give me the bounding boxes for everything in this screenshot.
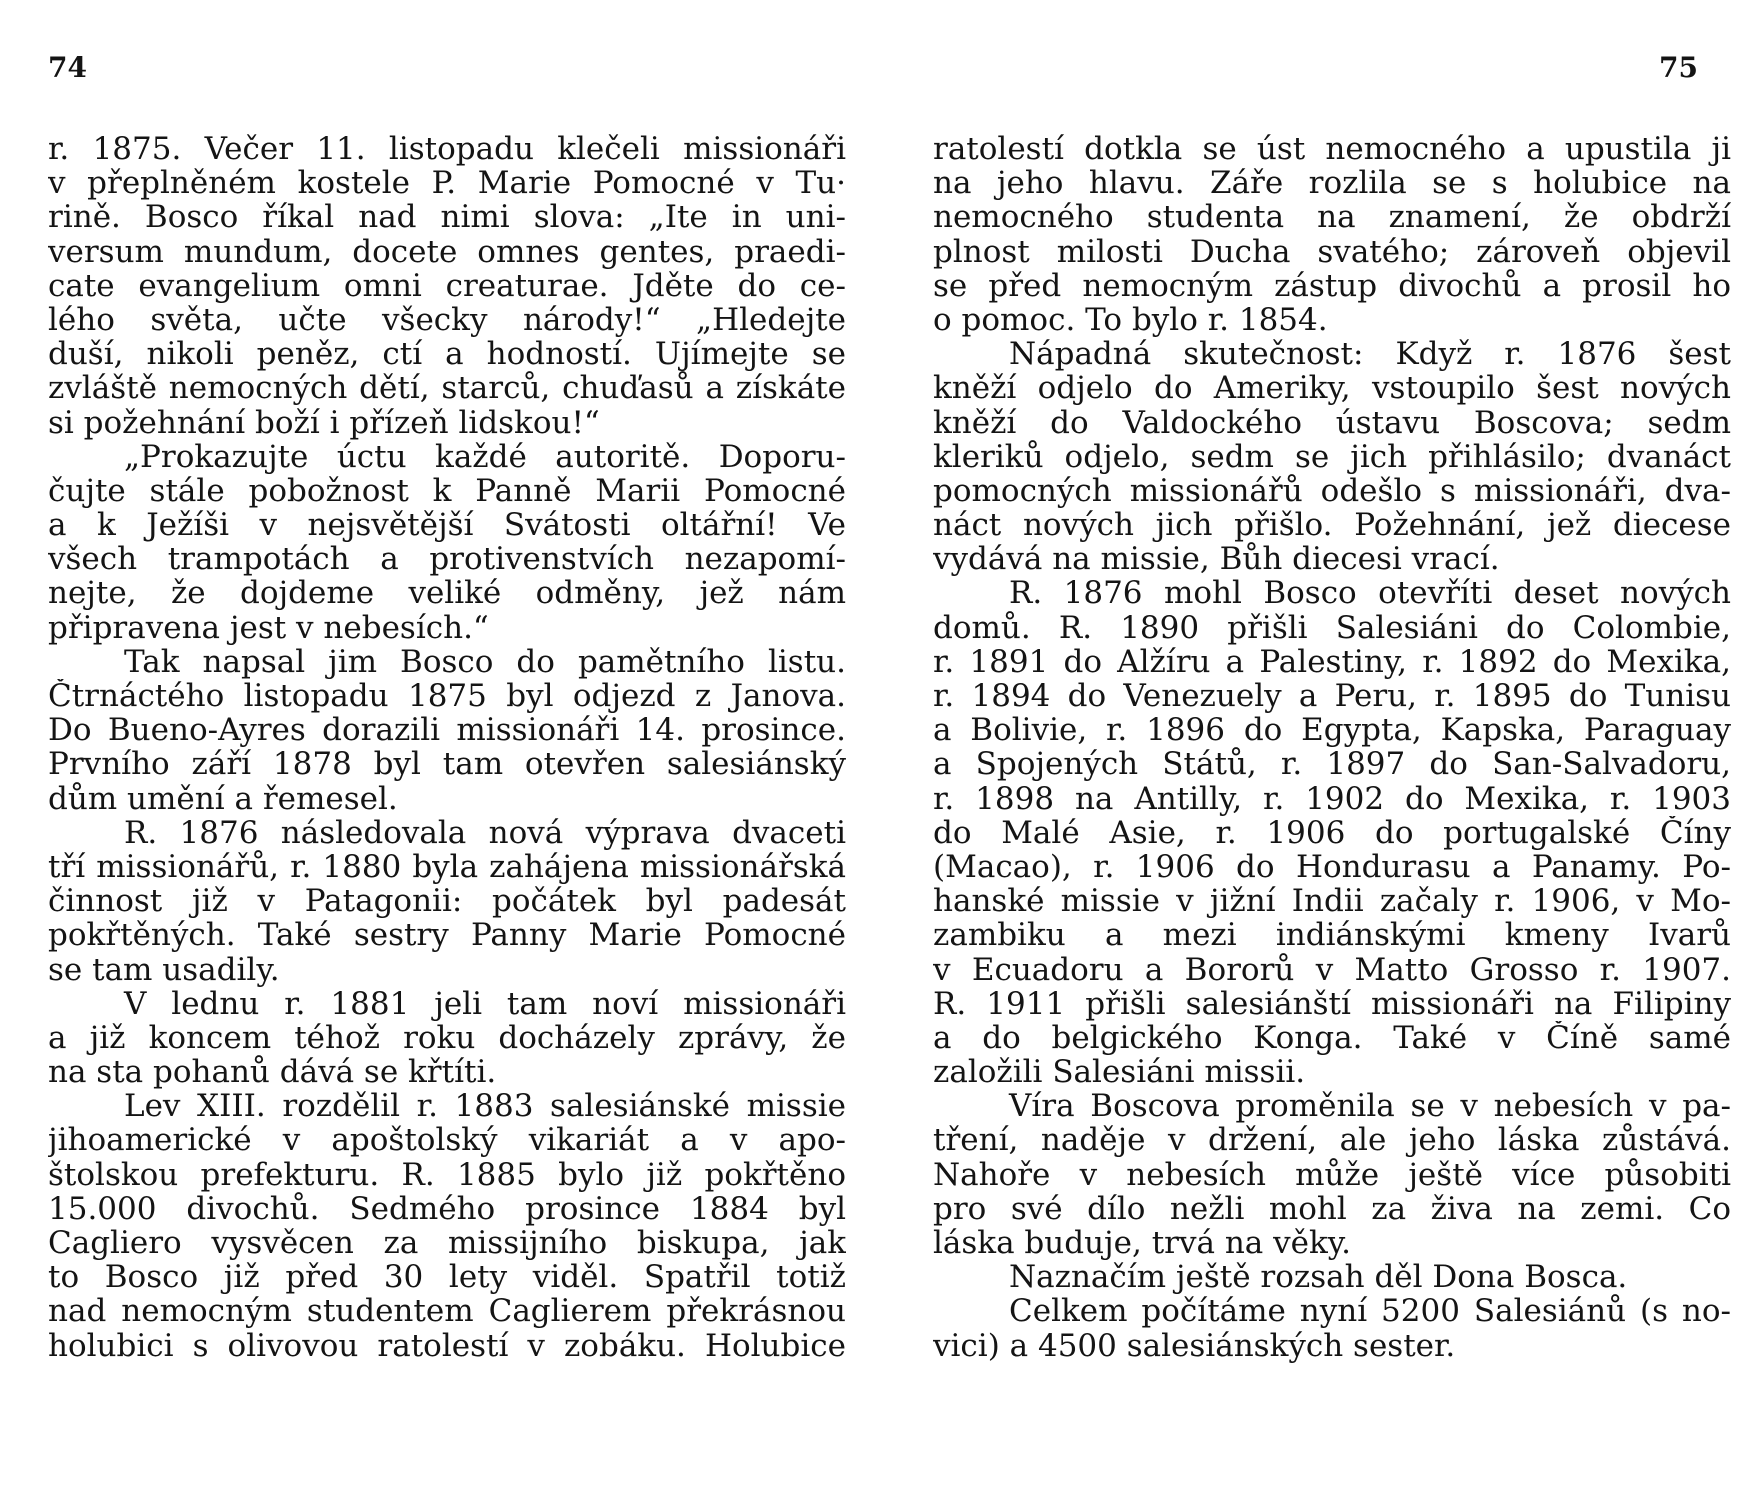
text-line: kněží odjelo do Ameriky, vstoupilo šest nových <box>933 371 1731 406</box>
text-line: Lev XIII. rozdělil r. 1883 salesiánské missie <box>124 1089 846 1124</box>
text-line: o pomoc. To bylo r. 1854. <box>933 302 1328 338</box>
text-line: Nahoře v nebesích může ještě více působiti <box>933 1157 1731 1192</box>
text-line: vici) a 4500 salesiánských sester. <box>933 1328 1456 1363</box>
text-line: Cagliero vysvěcen za missijního biskupa, jak <box>48 1226 846 1261</box>
text-line: činnost již v Patagonii: počátek byl padesát <box>48 884 846 919</box>
text-line: V lednu r. 1881 jeli tam noví missionáři <box>124 986 846 1021</box>
text-line: Naznačím ještě rozsah děl Dona Bosca. <box>1009 1260 1628 1295</box>
text-line: v přeplněném kostele P. Marie Pomocné v Tu· <box>48 166 846 201</box>
right-page <box>873 0 1746 1500</box>
text-line: zvláště nemocných dětí, starců, chuďasů a získáte <box>48 371 846 406</box>
text-line: lého světa, učte všecky národy!“ „Hledejte <box>48 302 846 338</box>
page-number-left: 74 <box>48 51 87 84</box>
text-line: se tam usadily. <box>48 952 280 987</box>
right-text-column <box>933 132 1731 1363</box>
left-text-column <box>48 132 846 1363</box>
text-line: r. 1875. Večer 11. listopadu klečeli missionáři <box>48 132 846 167</box>
text-line: tření, naděje v držení, ale jeho láska zůstává. <box>933 1123 1731 1158</box>
text-line: nad nemocným studentem Caglierem překrásnou <box>48 1294 846 1329</box>
text-line: náct nových jich přišlo. Požehnání, jež diecese <box>933 508 1731 543</box>
text-line: založili Salesiáni missii. <box>933 1055 1306 1090</box>
text-line: Celkem počítáme nyní 5200 Salesiánů (s no- <box>1009 1294 1731 1329</box>
text-line: r. 1894 do Venezuely a Peru, r. 1895 do Tunisu <box>933 679 1731 714</box>
text-line: na sta pohanů dává se křtíti. <box>48 1055 497 1090</box>
text-line: plnost milosti Ducha svatého; zároveň objevil <box>933 234 1731 269</box>
text-line: hanské missie v jižní Indii začaly r. 1906, v Mo- <box>933 884 1731 919</box>
text-line: zambiku a mezi indiánskými kmeny Ivarů <box>933 918 1731 953</box>
text-line: pro své dílo nežli mohl za živa na zemi. Co <box>933 1191 1731 1226</box>
text-line: duší, nikoli peněz, ctí a hodností. Ujímejte se <box>48 337 846 372</box>
text-line: se před nemocným zástup divochů a prosil ho <box>933 268 1731 303</box>
page-number-right: 75 <box>1659 51 1698 84</box>
text-line: Prvního září 1878 byl tam otevřen salesiánský <box>48 747 846 782</box>
text-line: r. 1891 do Alžíru a Palestiny, r. 1892 do Mexika, <box>933 644 1731 679</box>
text-line: do Malé Asie, r. 1906 do portugalské Číny <box>933 815 1731 850</box>
text-line: a Bolivie, r. 1896 do Egypta, Kapska, Paraguay <box>933 713 1731 748</box>
text-line: si požehnání boží i přízeň lidskou!“ <box>48 405 600 440</box>
text-line: to Bosco již před 30 lety viděl. Spatřil totiž <box>48 1260 846 1295</box>
text-line: láska buduje, trvá na věky. <box>933 1226 1352 1261</box>
text-line: jihoamerické v apoštolský vikariát a v apo- <box>48 1123 846 1158</box>
text-line: kleriků odjelo, sedm se jich přihlásilo; dvanáct <box>933 439 1731 474</box>
text-line: a do belgického Konga. Také v Číně samé <box>933 1020 1731 1056</box>
text-line: R. 1876 následovala nová výprava dvaceti <box>124 815 846 850</box>
text-line: štolskou prefekturu. R. 1885 bylo již pokřtěno <box>48 1157 846 1192</box>
text-line: vydává na missie, Bůh diecesi vrací. <box>933 542 1500 577</box>
text-line: připravena jest v nebesích.“ <box>48 610 489 645</box>
text-line: „Prokazujte úctu každé autoritě. Doporu- <box>124 439 846 474</box>
text-line: a k Ježíši v nejsvětější Svátosti oltářní! Ve <box>48 508 846 543</box>
text-line: nejte, že dojdeme veliké odměny, jež nám <box>48 576 846 611</box>
text-line: v Ecuadoru a Bororů v Matto Grosso r. 1907. <box>933 952 1731 987</box>
text-line: pomocných missionářů odešlo s missionáři, dva- <box>933 473 1731 509</box>
text-line: na jeho hlavu. Záře rozlila se s holubice na <box>933 166 1731 201</box>
text-line: R. 1876 mohl Bosco otevříti deset nových <box>1009 576 1731 611</box>
text-line: a již koncem téhož roku docházely zprávy, že <box>48 1020 846 1056</box>
text-line: R. 1911 přišli salesiánští missionáři na Filipiny <box>933 986 1731 1021</box>
text-line: Čtrnáctého listopadu 1875 byl odjezd z Janova. <box>48 679 846 714</box>
text-line: versum mundum, docete omnes gentes, praedi- <box>48 234 846 269</box>
text-line: všech trampotách a protivenstvích nezapomí- <box>48 542 846 577</box>
text-line: Nápadná skutečnost: Když r. 1876 šest <box>1009 337 1731 372</box>
text-line: domů. R. 1890 přišli Salesiáni do Colombie, <box>933 610 1731 645</box>
text-line: nemocného studenta na znamení, že obdrží <box>933 200 1731 235</box>
text-line: Do Bueno-Ayres dorazili missionáři 14. prosince. <box>48 713 846 748</box>
text-line: ratolestí dotkla se úst nemocného a upustila ji <box>933 132 1731 167</box>
text-line: kněží do Valdockého ústavu Boscova; sedm <box>933 405 1731 440</box>
text-line: tří missionářů, r. 1880 byla zahájena missionářská <box>48 849 846 885</box>
text-line: r. 1898 na Antilly, r. 1902 do Mexika, r. 1903 <box>933 781 1731 816</box>
text-line: (Macao), r. 1906 do Hondurasu a Panamy. Po- <box>933 849 1731 885</box>
text-line: holubici s olivovou ratolestí v zobáku. Holubice <box>48 1328 846 1363</box>
text-line: čujte stále pobožnost k Panně Marii Pomocné <box>48 473 846 509</box>
text-line: dům umění a řemesel. <box>48 781 398 816</box>
text-line: Víra Boscova proměnila se v nebesích v pa- <box>1009 1089 1731 1124</box>
text-line: cate evangelium omni creaturae. Jděte do ce- <box>48 268 846 303</box>
text-line: a Spojených Států, r. 1897 do San-Salvadoru, <box>933 747 1731 782</box>
text-line: Tak napsal jim Bosco do pamětního listu. <box>124 644 846 679</box>
text-line: 15.000 divochů. Sedmého prosince 1884 byl <box>48 1191 846 1226</box>
text-line: pokřtěných. Také sestry Panny Marie Pomocné <box>48 918 846 953</box>
text-line: rině. Bosco říkal nad nimi slova: „Ite in uni- <box>48 200 846 235</box>
